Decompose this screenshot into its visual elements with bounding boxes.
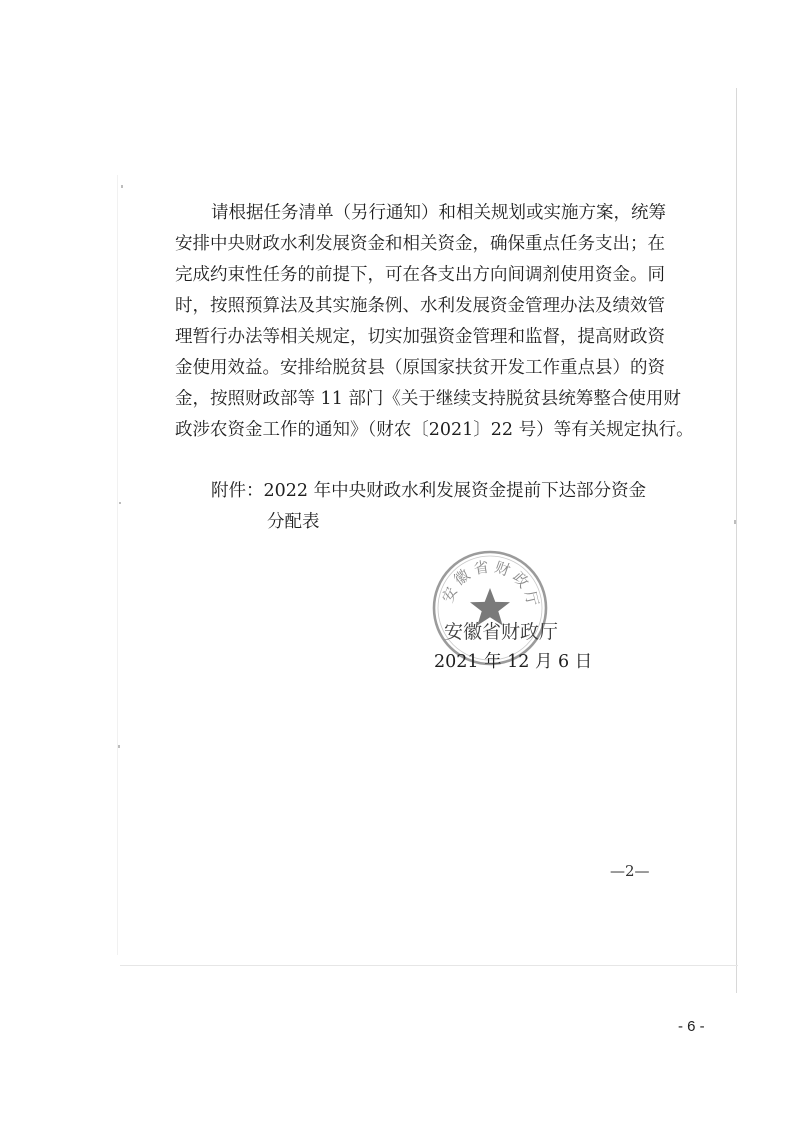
page-edge-left [117,175,118,955]
attachment-title-continued: 分配表 [267,512,320,532]
page-number-outer: - 6 - [678,1018,705,1035]
paragraph-line: 完成约束性任务的前提下，可在各支出方向间调剂使用资金。同 [175,265,665,285]
paragraph-line: 理暂行办法等相关规定，切实加强资金管理和监督，提高财政资 [175,327,665,347]
issue-date: 2021 年 12 月 6 日 [434,652,593,672]
body-paragraph [175,198,694,446]
scan-speck [121,185,123,188]
paragraph-line: 时，按照预算法及其实施条例、水利发展资金管理办法及绩效管 [175,296,665,316]
scan-speck [119,502,121,504]
attachment-note [211,476,647,538]
issuer-signature: 安徽省财政厅 [444,621,559,643]
seal-arc-text: 安徽省财政厅 [438,557,543,612]
paragraph-line: 金，按照财政部等 11 部门《关于继续支持脱贫县统筹整合使用财 [175,389,681,409]
paragraph-line: 金使用效益。安排给脱贫县（原国家扶贫开发工作重点县）的资 [175,358,665,378]
paragraph-line: 安排中央财政水利发展资金和相关资金，确保重点任务支出；在 [175,234,665,254]
scan-speck [118,745,120,748]
attachment-title: 附件：2022 年中央财政水利发展资金提前下达部分资金 [211,481,647,501]
page-number-inner: —2— [610,862,650,880]
scan-speck [734,520,736,524]
page-edge-right [736,88,737,993]
paragraph-line: 政涉农资金工作的通知》（财农〔2021〕22 号）等有关规定执行。 [175,420,694,440]
paragraph-line: 请根据任务清单（另行通知）和相关规划或实施方案，统筹 [211,203,666,223]
page-edge-bottom [120,965,738,966]
